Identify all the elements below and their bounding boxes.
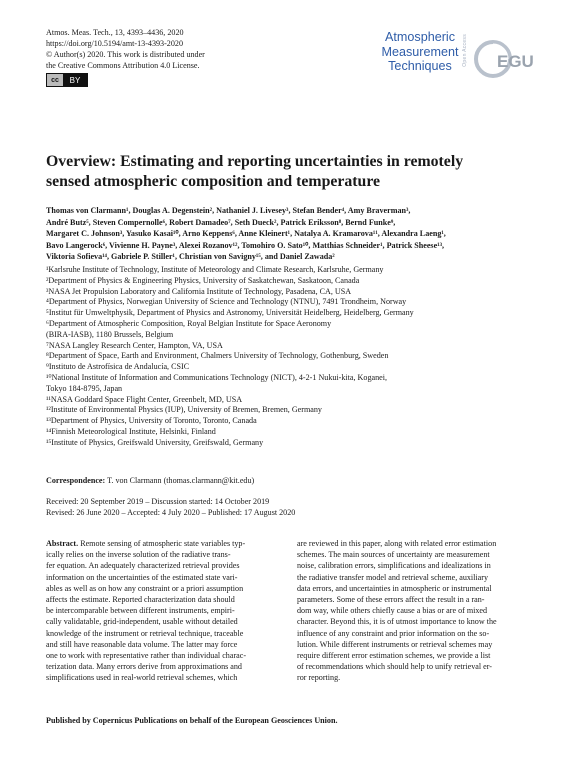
abstract-text: Remote sensing of atmospheric state variables typ-	[80, 539, 246, 548]
citation-line: Atmos. Meas. Tech., 13, 4393–4436, 2020	[46, 28, 184, 37]
journal-name-line1: Atmospheric	[385, 30, 455, 44]
affiliation: ⁹Instituto de Astrofísica de Andalucía, CSIC	[46, 362, 190, 372]
correspondence	[46, 476, 254, 485]
journal-name	[378, 30, 462, 74]
dates-published: Revised: 26 June 2020 – Accepted: 4 July 2020 – Published: 17 August 2020	[46, 508, 296, 517]
abstract-column-1	[46, 538, 281, 684]
open-access-label: Open Access	[462, 34, 468, 67]
affiliation: ¹⁰National Institute of Information and Communications Technology (NICT), 4-2-1 Nukui-kita, Koganei,	[46, 372, 388, 382]
license-line: the Creative Commons Attribution 4.0 License.	[46, 61, 200, 70]
cc-by-license-badge[interactable]	[46, 73, 88, 87]
affiliation: ¹⁵Institute of Physics, Greifswald University, Greifswald, Germany	[46, 437, 264, 447]
affiliation: (BIRA-IASB), 1180 Brussels, Belgium	[46, 329, 174, 339]
affiliation: ¹²Institute of Environmental Physics (IUP), University of Bremen, Bremen, Germany	[46, 405, 322, 415]
abstract-line: be intercomparable between different instruments, empiri-	[46, 606, 235, 616]
title-line2: sensed atmospheric composition and temperature	[46, 173, 381, 190]
abstract-column-2	[297, 538, 532, 684]
abstract-line: lution. While different instruments or retrieval schemes may	[297, 639, 493, 649]
affiliation: Tokyo 184-8795, Japan	[46, 383, 123, 393]
publication-dates	[46, 496, 295, 518]
affiliation: ⁶Department of Atmospheric Composition, Royal Belgian Institute for Space Aeronomy	[46, 318, 332, 328]
abstract-line: cally validatable, grid-independent, usable without detailed	[46, 617, 238, 627]
affiliation: ¹⁴Finnish Meteorological Institute, Helsinki, Finland	[46, 426, 216, 436]
cc-icon: cc	[47, 74, 63, 86]
affiliation: ¹Karlsruhe Institute of Technology, Institute of Meteorology and Climate Research, Karlsruhe, Germany	[46, 265, 384, 274]
paper-title	[46, 152, 536, 192]
abstract-line: are reviewed in this paper, along with related error estimation	[297, 539, 497, 548]
abstract-line: dom way, while others chiefly cause a bias or are of mixed	[297, 606, 488, 616]
egu-logo-text: EGU	[497, 52, 534, 71]
journal-name-line2: Measurement	[381, 44, 459, 59]
abstract-line: information on the uncertainties of the estimated state vari-	[46, 572, 238, 582]
author-line: Bavo Langerock⁶, Vivienne H. Payne³, Alexei Rozanov¹², Tomohiro O. Sato¹⁰, Matthias Schneider¹, Patrick Sheese¹³,	[46, 240, 445, 250]
affiliation: ⁷NASA Langley Research Center, Hampton, VA, USA	[46, 340, 223, 350]
publisher-footer: Published by Copernicus Publications on behalf of the European Geosciences Union.	[46, 716, 338, 725]
abstract-line: one to work with representative rather than individual charac-	[46, 651, 247, 661]
abstract-line: ables as well as on how any constraint or a priori assumption	[46, 583, 244, 593]
affiliation: ⁵Institut für Umweltphysik, Department of Physics and Astronomy, Universität Heidelberg, Heidelberg, Germany	[46, 308, 414, 318]
affiliation: ⁴Department of Physics, Norwegian University of Science and Technology (NTNU), 7491 Trondheim, Norway	[46, 297, 407, 307]
abstract-line: influence of any constraint and prior information on the so-	[297, 628, 490, 638]
doi-link[interactable]: https://doi.org/10.5194/amt-13-4393-2020	[46, 39, 183, 48]
abstract-line: ror reporting.	[297, 673, 341, 683]
journal-name-line3: Techniques	[388, 59, 452, 73]
title-line1: Overview: Estimating and reporting uncertainties in remotely	[46, 153, 464, 170]
affiliation: ⁸Department of Space, Earth and Environment, Chalmers University of Technology, Gothenburg, Sweden	[46, 351, 389, 361]
author-line: Viktoria Sofieva¹⁴, Gabriele P. Stiller¹, Christian von Savigny¹⁵, and Daniel Zawada²	[46, 252, 335, 261]
author-list	[46, 205, 446, 263]
abstract-line: of recommendations which should help to unify retrieval er-	[297, 662, 492, 672]
abstract-line: terization data. Many errors derive from approximations and	[46, 662, 242, 672]
author-line: Margaret C. Johnson³, Yasuko Kasai¹⁰, Arno Keppens⁶, Anne Kleinert¹, Natalya A. Kramarova¹¹, Alexandra Laeng¹,	[46, 229, 446, 238]
correspondence-contact[interactable]: T. von Clarmann (thomas.clarmann@kit.edu)	[107, 476, 255, 485]
affiliation: ¹³Department of Physics, University of Toronto, Toronto, Canada	[46, 416, 257, 426]
egu-logo-icon	[472, 38, 534, 84]
author-line: Thomas von Clarmann¹, Douglas A. Degenstein², Nathaniel J. Livesey³, Stefan Bender⁴, Amy Braverman³,	[46, 206, 411, 215]
author-line: André Butz⁵, Steven Compernolle⁶, Robert Damadeo⁷, Seth Dueck², Patrick Eriksson⁸, Bernd Funke⁹,	[46, 217, 396, 227]
abstract-line: character. Beyond this, it is of utmost importance to know the	[297, 617, 497, 627]
abstract-line: data errors, and uncertainties in atmospheric or instrumental	[297, 583, 492, 593]
abstract-line: fer equation. An adequately characterized retrieval provides	[46, 561, 240, 571]
abstract-line: simplifications used in real-world retrieval schemes, which	[46, 673, 238, 683]
by-icon: BY	[63, 74, 87, 86]
abstract-line	[46, 538, 281, 549]
affiliation-list	[46, 265, 414, 449]
dates-received: Received: 20 September 2019 – Discussion started: 14 October 2019	[46, 497, 270, 506]
abstract-line: noise, calibration errors, simplifications and idealizations in	[297, 561, 491, 571]
correspondence-label: Correspondence:	[46, 476, 106, 485]
copyright-line: © Author(s) 2020. This work is distributed under	[46, 50, 205, 59]
abstract-line: require different error estimation schemes, we provide a list	[297, 651, 491, 661]
abstract-line: affects the estimate. Reported characterization data should	[46, 595, 235, 605]
abstract-line: schemes. The main sources of uncertainty are measurement	[297, 550, 490, 560]
abstract-line: the radiative transfer model and retrieval scheme, auxiliary	[297, 572, 489, 582]
affiliation: ¹¹NASA Goddard Space Flight Center, Greenbelt, MD, USA	[46, 394, 243, 404]
affiliation: ²Department of Physics & Engineering Physics, University of Saskatchewan, Saskatoon, Canada	[46, 275, 360, 285]
abstract-line: parameters. Some of these errors affect the result in a ran-	[297, 595, 485, 605]
abstract-label: Abstract.	[46, 539, 79, 548]
affiliation: ³NASA Jet Propulsion Laboratory and California Institute of Technology, Pasadena, CA, USA	[46, 286, 352, 296]
citation-header	[46, 27, 205, 87]
abstract-line: ically relies on the inverse solution of the radiative trans-	[46, 550, 231, 560]
abstract-line: knowledge of the instrument or retrieval technique, traceable	[46, 628, 244, 638]
abstract-line: and still have reasonable data volume. The latter may force	[46, 639, 238, 649]
